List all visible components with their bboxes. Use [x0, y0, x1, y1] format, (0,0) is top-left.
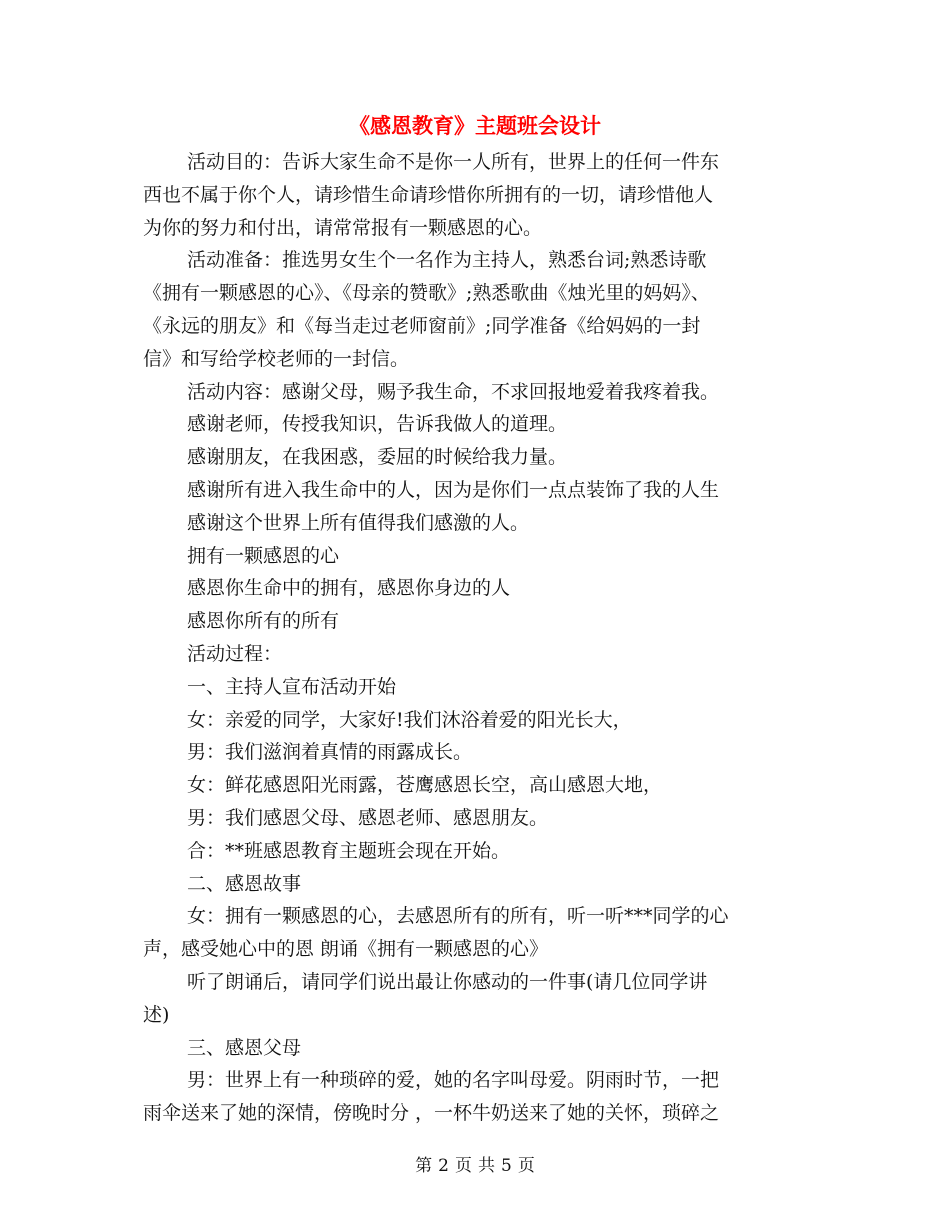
paragraph-line: 感谢这个世界上所有值得我们感激的人。: [187, 511, 530, 534]
page-footer: [0, 1154, 950, 1178]
paragraph-line: 男：我们感恩父母、感恩老师、感恩朋友。: [187, 806, 549, 829]
footer-total-pages: 5: [501, 1156, 512, 1176]
paragraph-line: 男：世界上有一种琐碎的爱，她的名字叫母爱。阴雨时节，一把: [187, 1069, 720, 1092]
document-body: [143, 146, 813, 1130]
footer-total-unit: 页: [517, 1156, 535, 1176]
paragraph-line: 女：鲜花感恩阳光雨露，苍鹰感恩长空，高山感恩大地，: [187, 774, 663, 797]
paragraph-line: 西也不属于你个人，请珍惜生命请珍惜你所拥有的一切，请珍惜他人: [143, 183, 714, 206]
paragraph-line: 感恩你生命中的拥有，感恩你身边的人: [187, 577, 511, 600]
paragraph-line: 听了朗诵后，请同学们说出最让你感动的一件事(请几位同学讲: [187, 970, 708, 993]
page-title: 《感恩教育》主题班会设计: [349, 113, 601, 138]
paragraph-line: 活动内容：感谢父母，赐予我生命，不求回报地爱着我疼着我。: [187, 380, 720, 403]
section-heading: 一、主持人宣布活动开始: [187, 675, 397, 698]
paragraph-line: 活动目的：告诉大家生命不是你一人所有，世界上的任何一件东: [187, 151, 720, 173]
paragraph-line: 《拥有一颗感恩的心》、《母亲的赞歌》;熟悉歌曲《烛光里的妈妈》、: [143, 282, 710, 305]
paragraph-line: 感谢所有进入我生命中的人，因为是你们一点点装饰了我的人生: [187, 478, 720, 501]
paragraph-line: 男：我们滋润着真情的雨露成长。: [187, 741, 473, 764]
paragraph-line: 为你的努力和付出，请常常报有一颗感恩的心。: [143, 216, 543, 239]
paragraph-line: 雨伞送来了她的深情，傍晚时分 ，一杯牛奶送来了她的关怀，琐碎之: [143, 1102, 720, 1125]
paragraph-line: 《永远的朋友》和《每当走过老师窗前》;同学准备《给妈妈的一封: [143, 314, 701, 337]
paragraph-line: 感谢老师，传授我知识，告诉我做人的道理。: [187, 413, 568, 436]
paragraph-line: 活动过程：: [187, 642, 283, 665]
footer-prefix: 第: [415, 1156, 433, 1176]
paragraph-line: 女：拥有一颗感恩的心，去感恩所有的所有，听一听***同学的心: [187, 905, 729, 928]
paragraph-line: 活动准备：推选男女生个一名作为主持人，熟悉台词;熟悉诗歌: [187, 249, 707, 272]
footer-page-unit: 页: [455, 1156, 472, 1176]
paragraph-line: 感恩你所有的所有: [187, 610, 340, 633]
footer-page-number: 2: [438, 1156, 449, 1176]
paragraph-line: 述): [143, 1003, 170, 1026]
paragraph-line: 信》和写给学校老师的一封信。: [143, 347, 410, 370]
section-heading: 三、感恩父母: [187, 1036, 302, 1059]
paragraph-line: 女：亲爱的同学，大家好!我们沐浴着爱的阳光长大，: [187, 708, 632, 731]
paragraph-line: 拥有一颗感恩的心: [187, 544, 340, 567]
section-heading: 二、感恩故事: [187, 872, 302, 895]
footer-total-label: 共: [478, 1156, 495, 1176]
paragraph-line: 感谢朋友，在我困惑，委屈的时候给我力量。: [187, 446, 568, 469]
paragraph-line: 合：**班感恩教育主题班会现在开始。: [187, 839, 511, 862]
paragraph-line: 声，感受她心中的恩 朗诵《拥有一颗感恩的心》: [143, 938, 549, 961]
